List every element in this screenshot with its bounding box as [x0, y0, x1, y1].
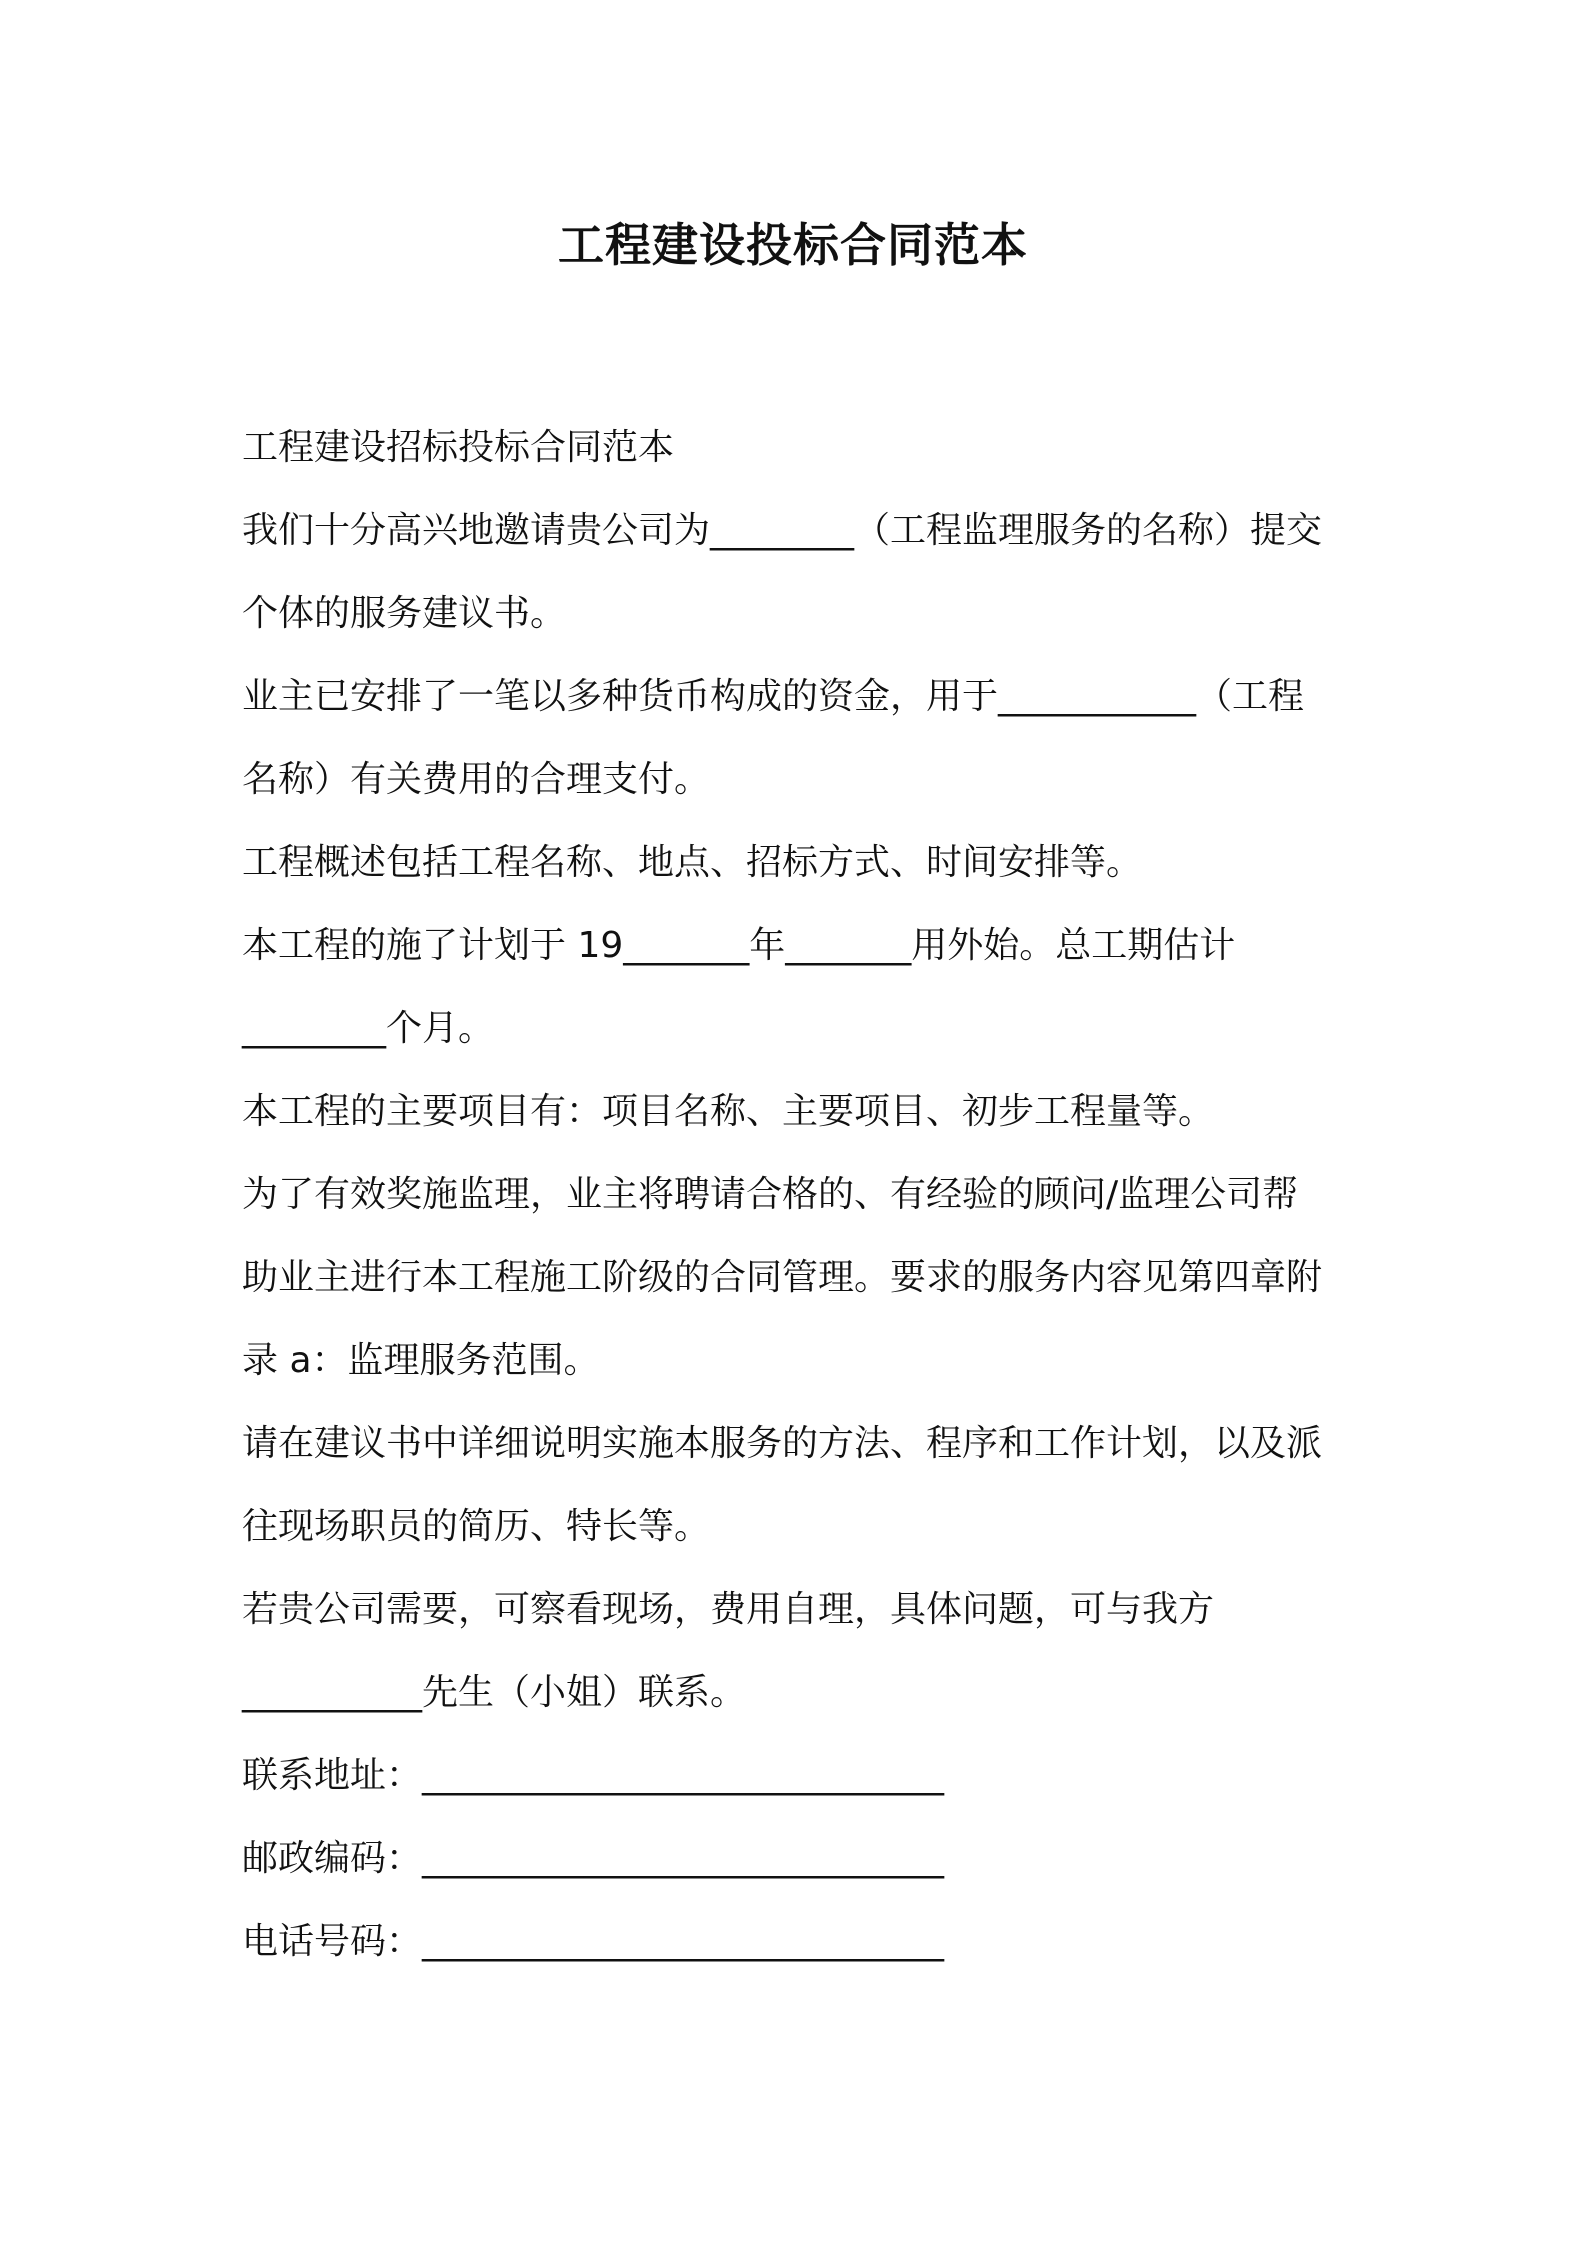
- paragraph-line: 助业主进行本工程施工阶级的合同管理。要求的服务内容见第四章附: [242, 1257, 1323, 1298]
- contact-address-line: 联系地址：_____________________________: [242, 1755, 945, 1796]
- paragraph-line: 个体的服务建议书。: [242, 593, 567, 634]
- paragraph-line: 工程概述包括工程名称、地点、招标方式、时间安排等。: [242, 842, 1143, 883]
- document-body: [242, 406, 1362, 1983]
- paragraph-line: 若贵公司需要，可察看现场，费用自理，具体问题，可与我方: [242, 1589, 1215, 1630]
- paragraph-line: 业主已安排了一笔以多种货币构成的资金，用于___________（工程: [242, 676, 1305, 717]
- paragraph-line: 请在建议书中详细说明实施本服务的方法、程序和工作计划，以及派: [242, 1423, 1323, 1464]
- paragraph-line: 名称）有关费用的合理支付。: [242, 759, 711, 800]
- paragraph-line: 本工程的施了计划于 19_______年_______用外始。总工期估计: [242, 925, 1236, 966]
- paragraph-line: ________个月。: [242, 1008, 495, 1049]
- paragraph-line: 往现场职员的简历、特长等。: [242, 1506, 711, 1547]
- postal-code-line: 邮政编码：_____________________________: [242, 1838, 945, 1879]
- paragraph-line: 录 a：监理服务范围。: [242, 1340, 600, 1381]
- paragraph-line: 为了有效奖施监理，业主将聘请合格的、有经验的顾问/监理公司帮: [242, 1174, 1299, 1215]
- paragraph-line: 我们十分高兴地邀请贵公司为________（工程监理服务的名称）提交: [242, 510, 1323, 551]
- paragraph-line: 本工程的主要项目有：项目名称、主要项目、初步工程量等。: [242, 1091, 1215, 1132]
- document-title: 工程建设投标合同范本: [558, 218, 1028, 272]
- document-subtitle: 工程建设招标投标合同范本: [242, 427, 675, 468]
- paragraph-line: __________先生（小姐）联系。: [242, 1672, 747, 1713]
- phone-number-line: 电话号码：_____________________________: [242, 1921, 945, 1962]
